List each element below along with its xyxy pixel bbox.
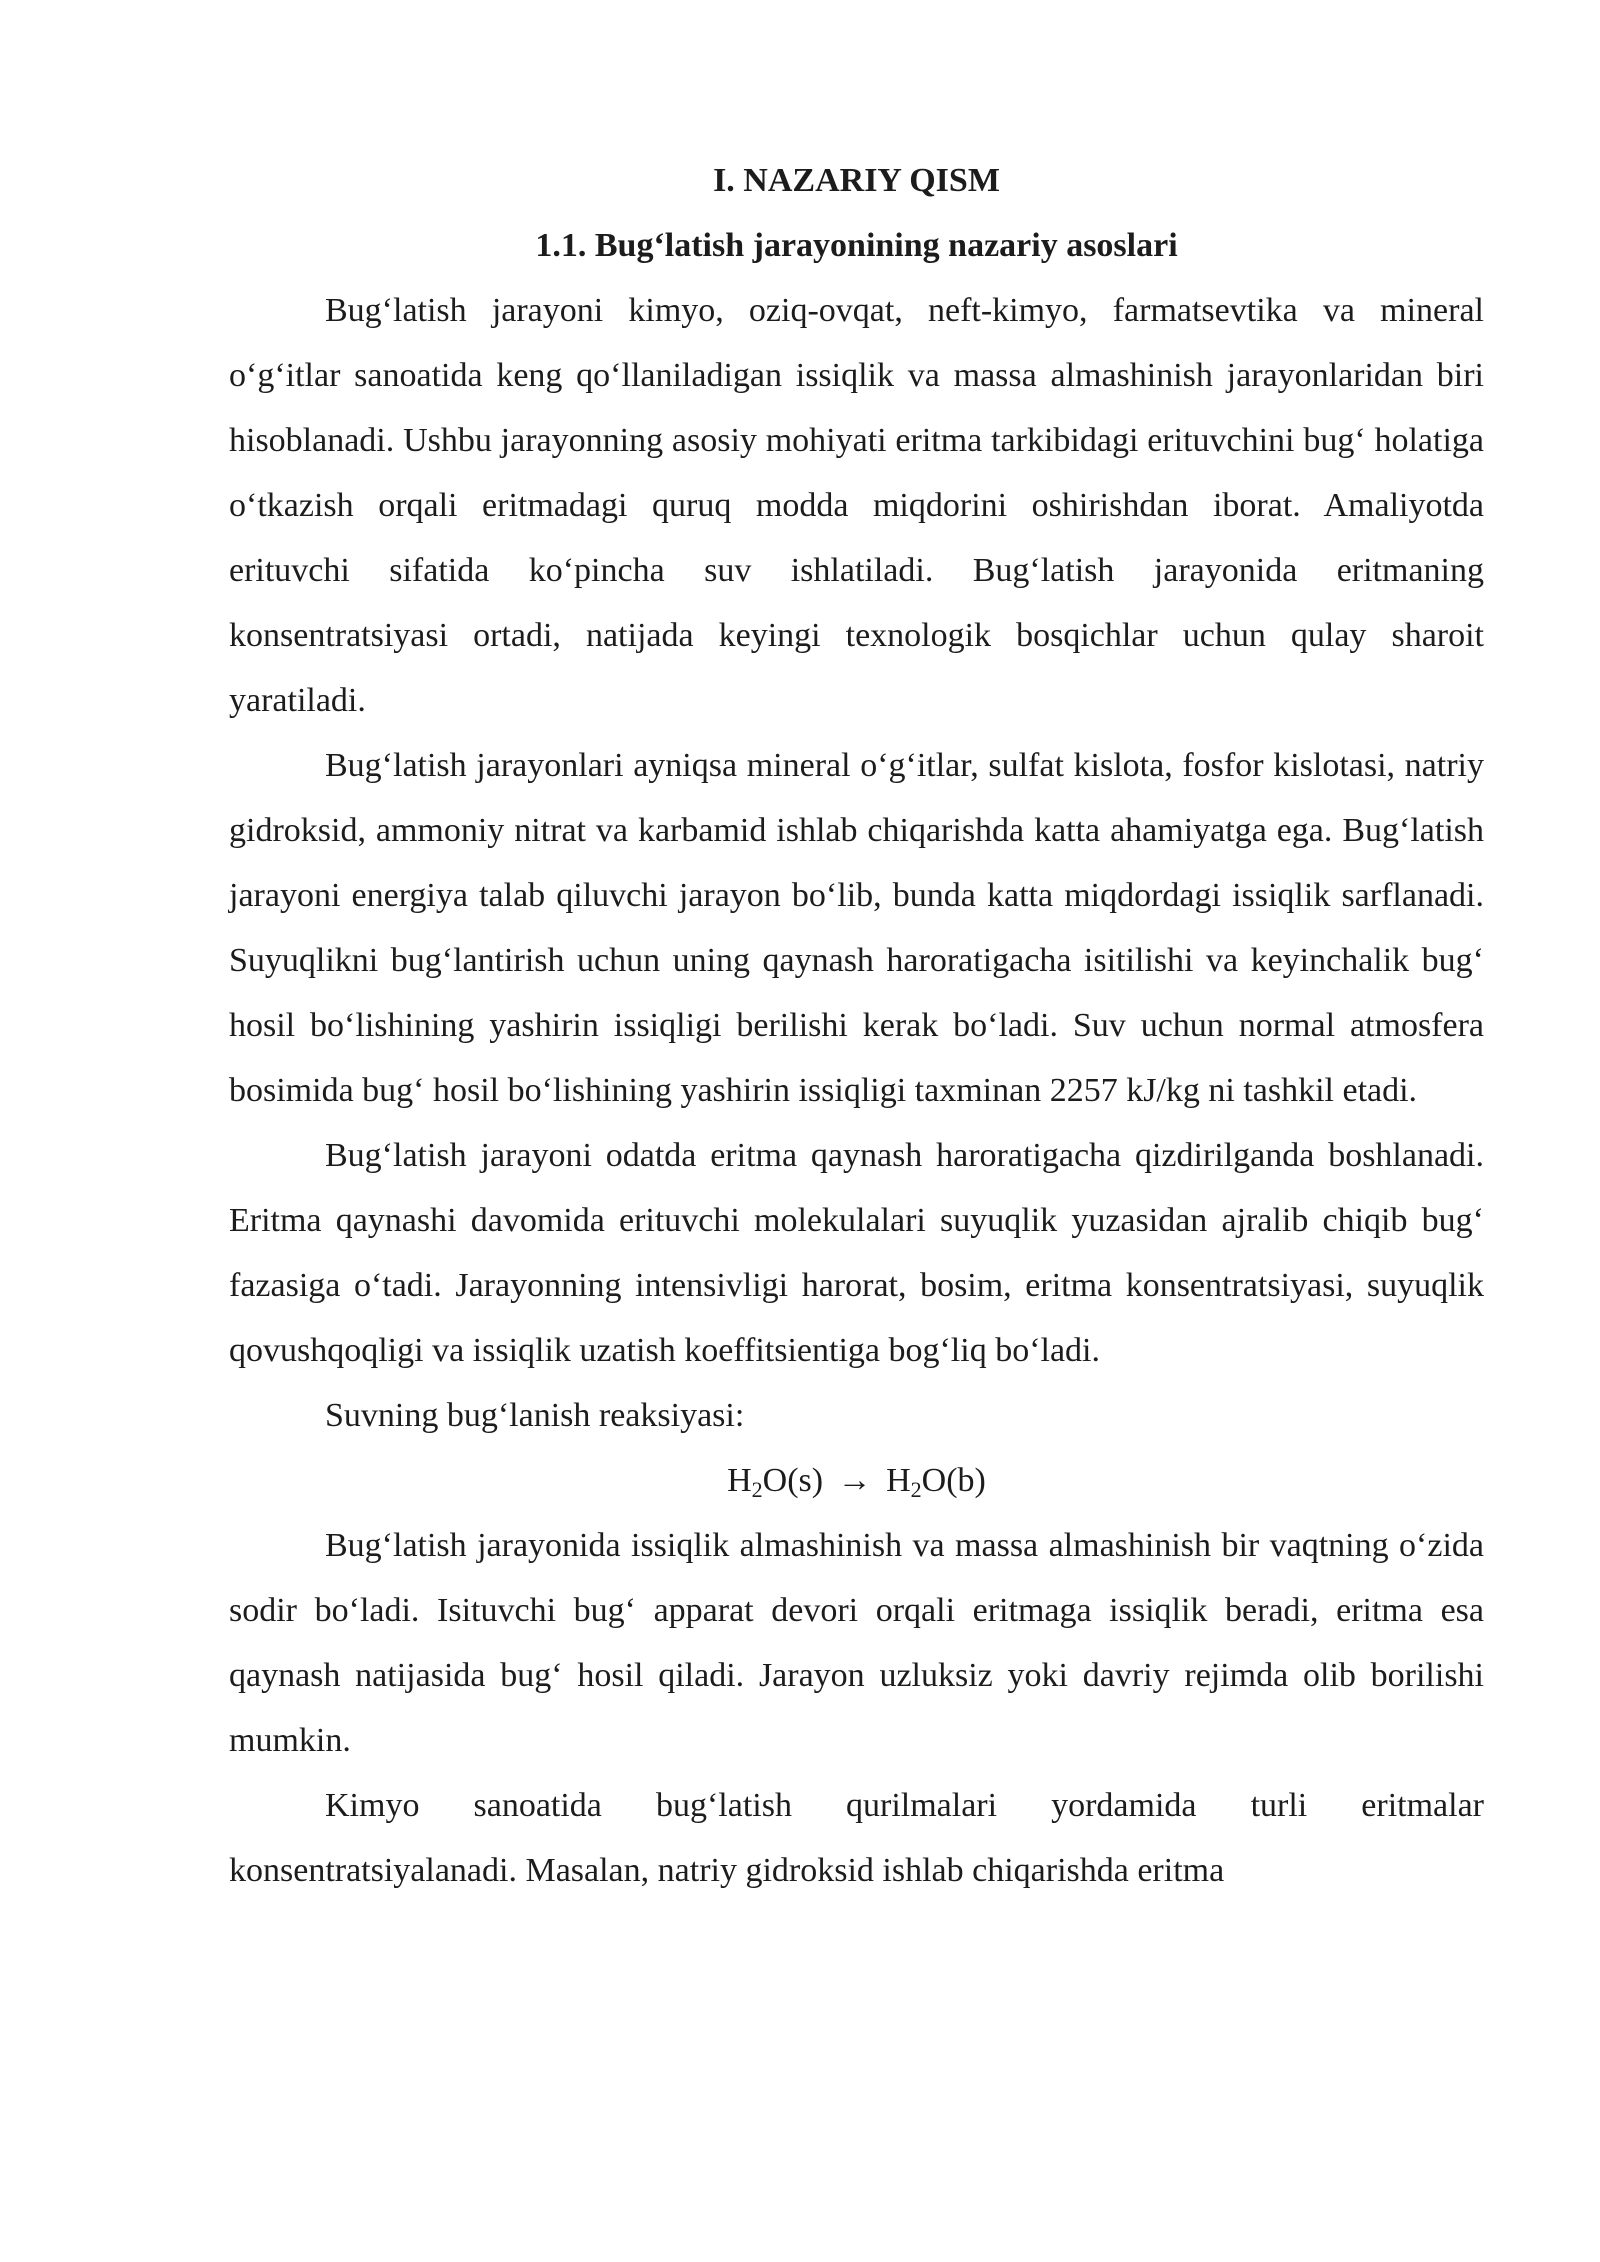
section-title: I. NAZARIY QISM [713,162,1000,199]
equation-arrow: → [837,1462,872,1499]
paragraph-4: Bug‘latish jarayonida issiqlik almashinish va massa almashinish bir vaqtning o‘zida sodir bo‘ladi. Isituvchi bug‘ apparat devori orqali eritmaga issiqlik beradi, eritma esa qaynash natijasida bug‘ hosil qiladi. Jarayon uzluksiz yoki davriy rejimda olib borilishi mumkin. [229,1527,1484,1759]
reaction-equation [229,1448,1484,1513]
equation-right-suffix: O(b) [921,1462,986,1499]
paragraph-5: Kimyo sanoatida bug‘latish qurilmalari yordamida turli eritmalar konsentratsiyalanadi. Masalan, natriy gidroksid ishlab chiqarishda eritma [229,1787,1484,1889]
paragraph-1: Bug‘latish jarayoni kimyo, oziq-ovqat, neft-kimyo, farmatsevtika va mineral o‘g‘itlar sanoatida keng qo‘llaniladigan issiqlik va massa almashinish jarayonlaridan biri hisoblanadi. Ushbu jarayonning asosiy mohiyati eritma tarkibidagi erituvchini bug‘ holatiga o‘tkazish orqali eritmadagi quruq modda miqdorini oshirishdan iborat. Amaliyotda erituvchi sifatida ko‘pincha suv ishlatiladi. Bug‘latish jarayonida eritmaning konsentratsiyasi ortadi, natijada keyingi texnologik bosqichlar uchun qulay sharoit yaratiladi. [229,292,1484,719]
equation-right-subscript: 2 [910,1477,922,1502]
subsection-title: 1.1. Bug‘latish jarayonining nazariy asoslari [535,227,1178,264]
equation-right-prefix: H [886,1462,911,1499]
equation-left-prefix: H [727,1462,752,1499]
paragraph-3: Bug‘latish jarayoni odatda eritma qaynash haroratigacha qizdirilganda boshlanadi. Eritma qaynashi davomida erituvchi molekulalari suyuqlik yuzasidan ajralib chiqib bug‘ fazasiga o‘tadi. Jarayonning intensivligi harorat, bosim, eritma konsentratsiyasi, suyuqlik qovushqoqligi va issiqlik uzatish koeffitsientiga bog‘liq bo‘ladi. [229,1137,1484,1369]
equation-left-suffix: O(s) [762,1462,824,1499]
equation-left-subscript: 2 [751,1477,763,1502]
paragraph-2: Bug‘latish jarayonlari ayniqsa mineral o‘g‘itlar, sulfat kislota, fosfor kislotasi, natriy gidroksid, ammoniy nitrat va karbamid ishlab chiqarishda katta ahamiyatga ega. Bug‘latish jarayoni energiya talab qiluvchi jarayon bo‘lib, bunda katta miqdordagi issiqlik sarflanadi. Suyuqlikni bug‘lantirish uchun uning qaynash haroratigacha isitilishi va keyinchalik bug‘ hosil bo‘lishining yashirin issiqligi berilishi kerak bo‘ladi. Suv uchun normal atmosfera bosimida bug‘ hosil bo‘lishining yashirin issiqligi taxminan 2257 kJ/kg ni tashkil etadi. [229,747,1484,1109]
document-page [229,148,1484,1903]
reaction-intro: Suvning bug‘lanish reaksiyasi: [325,1397,745,1434]
